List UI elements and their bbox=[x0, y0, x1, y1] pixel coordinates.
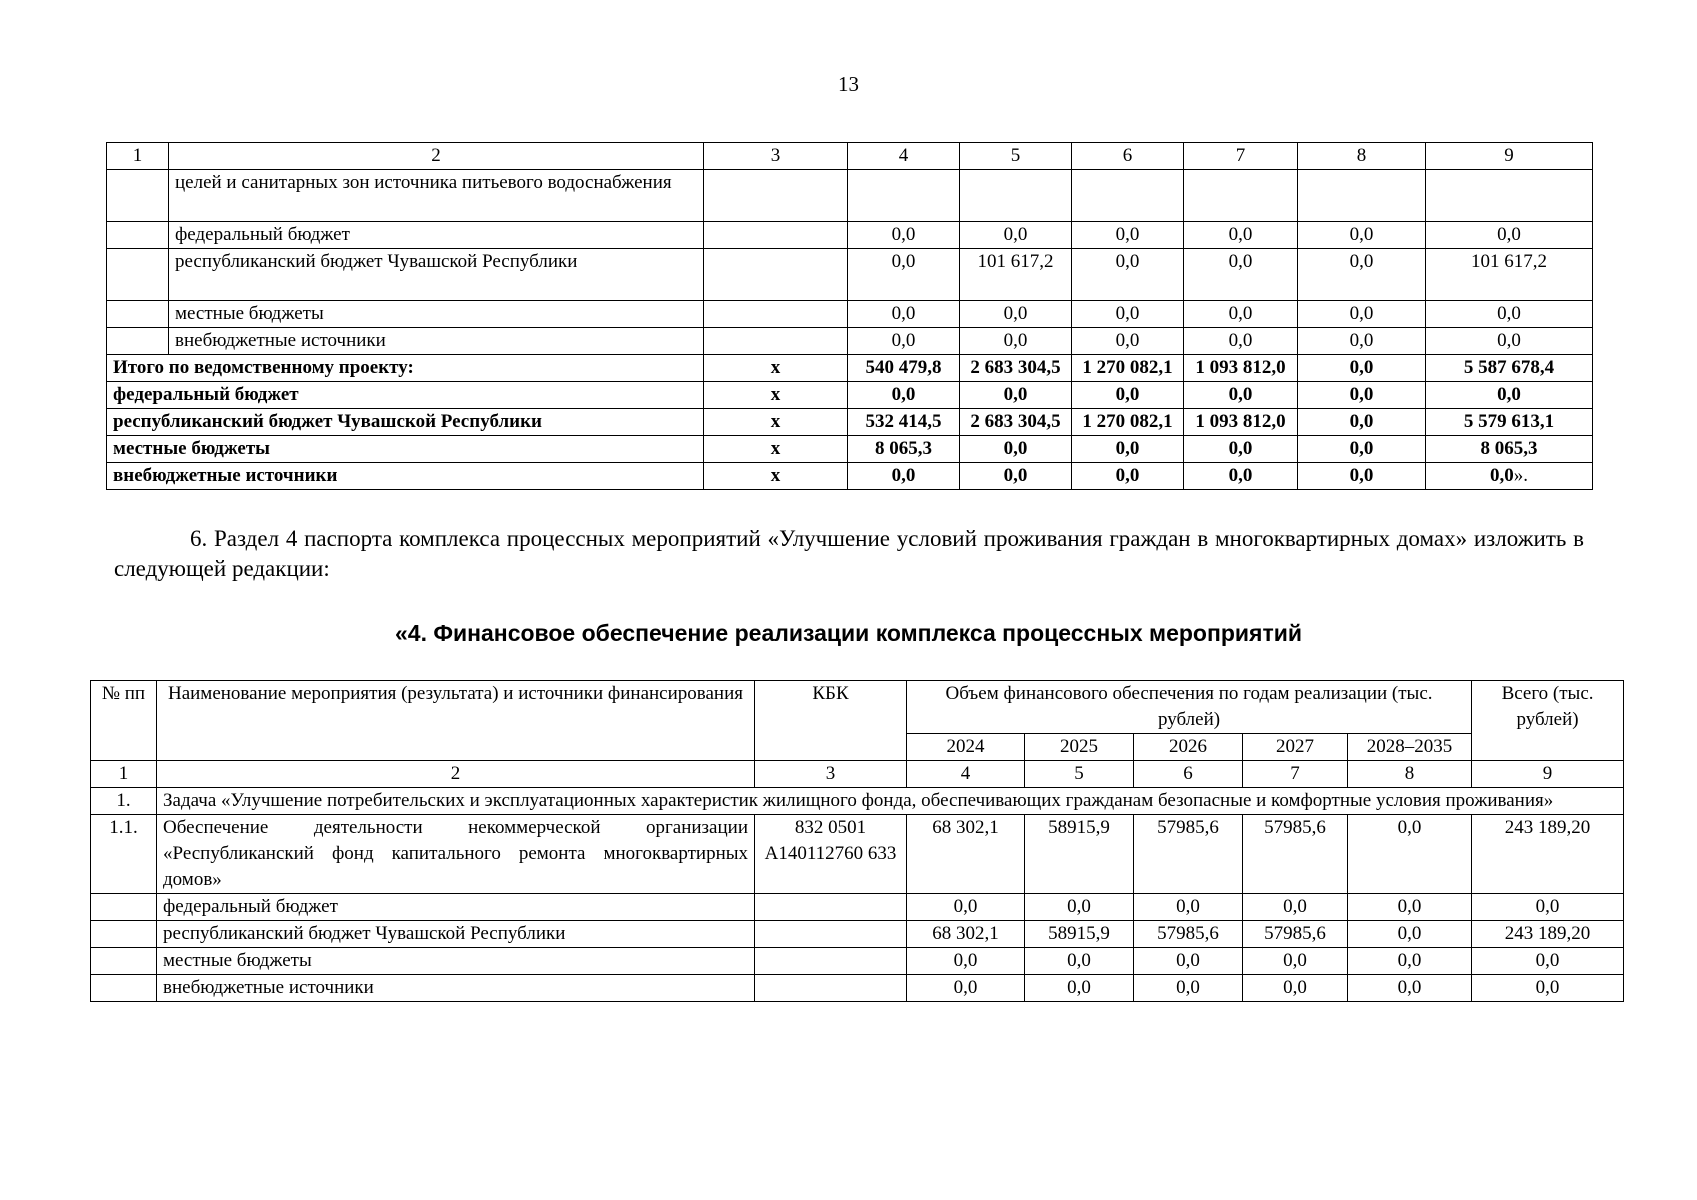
header-num: № пп bbox=[91, 681, 157, 761]
col-number: 7 bbox=[1184, 143, 1298, 170]
table-row bbox=[107, 249, 1593, 301]
empty-cell bbox=[107, 222, 169, 249]
total-label: республиканский бюджет Чувашской Республики bbox=[107, 409, 704, 436]
value-cell: 68 302,1 bbox=[907, 921, 1025, 948]
project-funding-table-continued bbox=[106, 142, 1593, 490]
col-number: 9 bbox=[1426, 143, 1593, 170]
total-x: х bbox=[704, 436, 848, 463]
value-cell: 0,0 bbox=[1298, 436, 1426, 463]
value-cell: 68 302,1 bbox=[907, 815, 1025, 894]
total-row bbox=[107, 463, 1593, 490]
empty-cell bbox=[91, 894, 157, 921]
value-cell: 0,0 bbox=[960, 382, 1072, 409]
value-cell: 532 414,5 bbox=[848, 409, 960, 436]
value-cell: 0,0 bbox=[848, 328, 960, 355]
value-cell: 57985,6 bbox=[1243, 921, 1348, 948]
col-number: 6 bbox=[1134, 761, 1243, 788]
value-cell: 2 683 304,5 bbox=[960, 409, 1072, 436]
value-cell: 0,0 bbox=[1072, 222, 1184, 249]
value-cell: 0,0 bbox=[1243, 894, 1348, 921]
item-text: Обеспечение деятельности некоммерческой организации «Республиканский фонд капитального ремонта многоквартирных домов» bbox=[157, 815, 755, 894]
value-cell: 0,0 bbox=[907, 948, 1025, 975]
col-number: 5 bbox=[960, 143, 1072, 170]
col-number: 1 bbox=[107, 143, 169, 170]
value-cell: 0,0 bbox=[848, 463, 960, 490]
col-number: 1 bbox=[91, 761, 157, 788]
value-cell: 0,0 bbox=[1348, 975, 1472, 1002]
value-cell: 0,0 bbox=[1025, 894, 1134, 921]
empty-cell bbox=[107, 328, 169, 355]
value-cell: 0,0 bbox=[1298, 249, 1426, 301]
value-cell: 0,0 bbox=[1134, 894, 1243, 921]
value-cell: 0,0 bbox=[1472, 975, 1624, 1002]
instruction-paragraph: 6. Раздел 4 паспорта комплекса процессных мероприятий «Улучшение условий проживания граждан в многоквартирных домах» изложить в следующей редакции: bbox=[114, 526, 1584, 581]
value-cell: 0,0 bbox=[1298, 222, 1426, 249]
value-cell: 0,0 bbox=[1025, 975, 1134, 1002]
total-label: местные бюджеты bbox=[107, 436, 704, 463]
value-cell: 0,0 bbox=[1184, 382, 1298, 409]
value-cell: 0,0 bbox=[1134, 975, 1243, 1002]
col-number: 6 bbox=[1072, 143, 1184, 170]
empty-cell bbox=[755, 948, 907, 975]
value-cell: 0,0 bbox=[1348, 894, 1472, 921]
value-cell: 0,0 bbox=[1072, 382, 1184, 409]
value-cell: 101 617,2 bbox=[960, 249, 1072, 301]
empty-cell bbox=[755, 921, 907, 948]
value-cell: 0,0 bbox=[1348, 948, 1472, 975]
table-row bbox=[107, 170, 1593, 222]
table-row bbox=[107, 222, 1593, 249]
value-cell: 0,0 bbox=[1298, 463, 1426, 490]
value-cell: 57985,6 bbox=[1243, 815, 1348, 894]
header-year: 2024 bbox=[907, 734, 1025, 761]
empty-cell bbox=[91, 975, 157, 1002]
row-kbk bbox=[704, 222, 848, 249]
value-cell bbox=[848, 170, 960, 222]
row-kbk bbox=[704, 170, 848, 222]
value-cell: 1 093 812,0 bbox=[1184, 355, 1298, 382]
value-cell: 0,0 bbox=[960, 436, 1072, 463]
value-cell: 0,0 bbox=[1184, 328, 1298, 355]
value-cell: 0,0 bbox=[1298, 355, 1426, 382]
header-year: 2028–2035 bbox=[1348, 734, 1472, 761]
value-cell: 0,0 bbox=[1348, 921, 1472, 948]
value-cell bbox=[1426, 463, 1593, 490]
value-cell: 0,0 bbox=[1472, 948, 1624, 975]
value-cell: 57985,6 bbox=[1134, 815, 1243, 894]
value-cell: 0,0 bbox=[1426, 222, 1593, 249]
value-cell: 0,0 bbox=[1184, 222, 1298, 249]
value-text: 0,0 bbox=[1490, 465, 1514, 486]
total-label: Итого по ведомственному проекту: bbox=[107, 355, 704, 382]
total-row bbox=[107, 355, 1593, 382]
empty-cell bbox=[755, 894, 907, 921]
row-kbk bbox=[704, 249, 848, 301]
task-text: Задача «Улучшение потребительских и эксплуатационных характеристик жилищного фонда, обеспечивающих гражданам безопасные и комфортные условия проживания» bbox=[157, 788, 1624, 815]
empty-cell bbox=[107, 170, 169, 222]
header-year: 2026 bbox=[1134, 734, 1243, 761]
value-cell: 57985,6 bbox=[1134, 921, 1243, 948]
header-kbk: КБК bbox=[755, 681, 907, 761]
value-cell: 540 479,8 bbox=[848, 355, 960, 382]
source-label: внебюджетные источники bbox=[157, 975, 755, 1002]
source-label: республиканский бюджет Чувашской Республики bbox=[157, 921, 755, 948]
header-year: 2025 bbox=[1025, 734, 1134, 761]
col-number: 4 bbox=[848, 143, 960, 170]
value-cell: 1 270 082,1 bbox=[1072, 409, 1184, 436]
value-cell: 5 579 613,1 bbox=[1426, 409, 1593, 436]
empty-cell bbox=[755, 975, 907, 1002]
value-cell: 0,0 bbox=[848, 301, 960, 328]
value-cell: 0,0 bbox=[960, 463, 1072, 490]
page-number: 13 bbox=[838, 72, 859, 96]
header-name: Наименование мероприятия (результата) и источники финансирования bbox=[157, 681, 755, 761]
process-activities-funding-table bbox=[90, 680, 1624, 1002]
value-cell: 1 270 082,1 bbox=[1072, 355, 1184, 382]
col-number: 4 bbox=[907, 761, 1025, 788]
col-number: 5 bbox=[1025, 761, 1134, 788]
value-cell: 0,0 bbox=[1426, 328, 1593, 355]
value-cell: 0,0 bbox=[1072, 249, 1184, 301]
total-x: х bbox=[704, 355, 848, 382]
value-cell: 0,0 bbox=[848, 222, 960, 249]
value-cell: 5 587 678,4 bbox=[1426, 355, 1593, 382]
value-cell: 0,0 bbox=[1426, 301, 1593, 328]
value-cell: 0,0 bbox=[1072, 436, 1184, 463]
source-label: федеральный бюджет bbox=[157, 894, 755, 921]
section-title: «4. Финансовое обеспечение реализации комплекса процессных мероприятий bbox=[394, 620, 1303, 646]
value-cell: 0,0 bbox=[1298, 301, 1426, 328]
header-volume: Объем финансового обеспечения по годам реализации (тыс. рублей) bbox=[907, 681, 1472, 734]
col-number: 8 bbox=[1348, 761, 1472, 788]
col-number: 2 bbox=[157, 761, 755, 788]
row-label: внебюджетные источники bbox=[169, 328, 704, 355]
source-row bbox=[91, 948, 1624, 975]
header-total: Всего (тыс. рублей) bbox=[1472, 681, 1624, 761]
value-cell: 0,0 bbox=[907, 894, 1025, 921]
col-number: 8 bbox=[1298, 143, 1426, 170]
table-row bbox=[107, 301, 1593, 328]
value-cell: 0,0 bbox=[960, 222, 1072, 249]
value-cell: 243 189,20 bbox=[1472, 921, 1624, 948]
value-cell: 0,0 bbox=[848, 249, 960, 301]
value-cell: 0,0 bbox=[1184, 436, 1298, 463]
table-row bbox=[107, 328, 1593, 355]
value-cell: 0,0 bbox=[1298, 409, 1426, 436]
source-row bbox=[91, 894, 1624, 921]
value-cell: 0,0 bbox=[1184, 301, 1298, 328]
value-cell: 0,0 bbox=[1472, 894, 1624, 921]
header-year: 2027 bbox=[1243, 734, 1348, 761]
value-cell: 101 617,2 bbox=[1426, 249, 1593, 301]
row-kbk bbox=[704, 328, 848, 355]
value-cell: 0,0 bbox=[1072, 328, 1184, 355]
col-number: 2 bbox=[169, 143, 704, 170]
value-cell: 0,0 bbox=[1298, 328, 1426, 355]
row-label: местные бюджеты bbox=[169, 301, 704, 328]
row-label: федеральный бюджет bbox=[169, 222, 704, 249]
empty-cell bbox=[91, 921, 157, 948]
item-kbk: 832 0501 А140112760 633 bbox=[755, 815, 907, 894]
task-row bbox=[91, 788, 1624, 815]
empty-cell bbox=[91, 948, 157, 975]
value-cell: 0,0 bbox=[848, 382, 960, 409]
value-cell: 0,0 bbox=[1072, 463, 1184, 490]
value-cell: 8 065,3 bbox=[1426, 436, 1593, 463]
col-number: 7 bbox=[1243, 761, 1348, 788]
value-cell: 0,0 bbox=[1025, 948, 1134, 975]
value-cell: 0,0 bbox=[960, 328, 1072, 355]
col-number: 3 bbox=[755, 761, 907, 788]
value-cell bbox=[960, 170, 1072, 222]
row-label: республиканский бюджет Чувашской Республики bbox=[169, 249, 704, 301]
value-cell: 243 189,20 bbox=[1472, 815, 1624, 894]
value-cell: 58915,9 bbox=[1025, 921, 1134, 948]
row-kbk bbox=[704, 301, 848, 328]
empty-cell bbox=[107, 249, 169, 301]
source-label: местные бюджеты bbox=[157, 948, 755, 975]
value-cell: 0,0 bbox=[1298, 382, 1426, 409]
value-cell: 0,0 bbox=[1184, 249, 1298, 301]
total-x: х bbox=[704, 409, 848, 436]
closing-quote: ». bbox=[1513, 465, 1528, 486]
value-cell: 0,0 bbox=[1184, 463, 1298, 490]
task-num: 1. bbox=[91, 788, 157, 815]
col-number: 3 bbox=[704, 143, 848, 170]
value-cell: 0,0 bbox=[1426, 382, 1593, 409]
value-cell bbox=[1072, 170, 1184, 222]
value-cell bbox=[1426, 170, 1593, 222]
empty-cell bbox=[107, 301, 169, 328]
total-row bbox=[107, 436, 1593, 463]
value-cell: 0,0 bbox=[907, 975, 1025, 1002]
value-cell: 58915,9 bbox=[1025, 815, 1134, 894]
value-cell: 0,0 bbox=[1348, 815, 1472, 894]
value-cell: 0,0 bbox=[1072, 301, 1184, 328]
value-cell: 0,0 bbox=[1243, 948, 1348, 975]
total-x: х bbox=[704, 463, 848, 490]
value-cell: 0,0 bbox=[1243, 975, 1348, 1002]
value-cell: 2 683 304,5 bbox=[960, 355, 1072, 382]
col-number: 9 bbox=[1472, 761, 1624, 788]
column-number-row bbox=[91, 761, 1624, 788]
item-num: 1.1. bbox=[91, 815, 157, 894]
value-cell: 1 093 812,0 bbox=[1184, 409, 1298, 436]
total-row bbox=[107, 382, 1593, 409]
total-label: внебюджетные источники bbox=[107, 463, 704, 490]
item-row bbox=[91, 815, 1624, 894]
total-row bbox=[107, 409, 1593, 436]
source-row bbox=[91, 975, 1624, 1002]
value-cell: 8 065,3 bbox=[848, 436, 960, 463]
row-label: целей и санитарных зон источника питьевого водоснабжения bbox=[169, 170, 704, 222]
value-cell bbox=[1298, 170, 1426, 222]
value-cell: 0,0 bbox=[1134, 948, 1243, 975]
source-row bbox=[91, 921, 1624, 948]
header-row bbox=[91, 681, 1624, 734]
total-x: х bbox=[704, 382, 848, 409]
column-number-row bbox=[107, 143, 1593, 170]
value-cell: 0,0 bbox=[960, 301, 1072, 328]
value-cell bbox=[1184, 170, 1298, 222]
total-label: федеральный бюджет bbox=[107, 382, 704, 409]
